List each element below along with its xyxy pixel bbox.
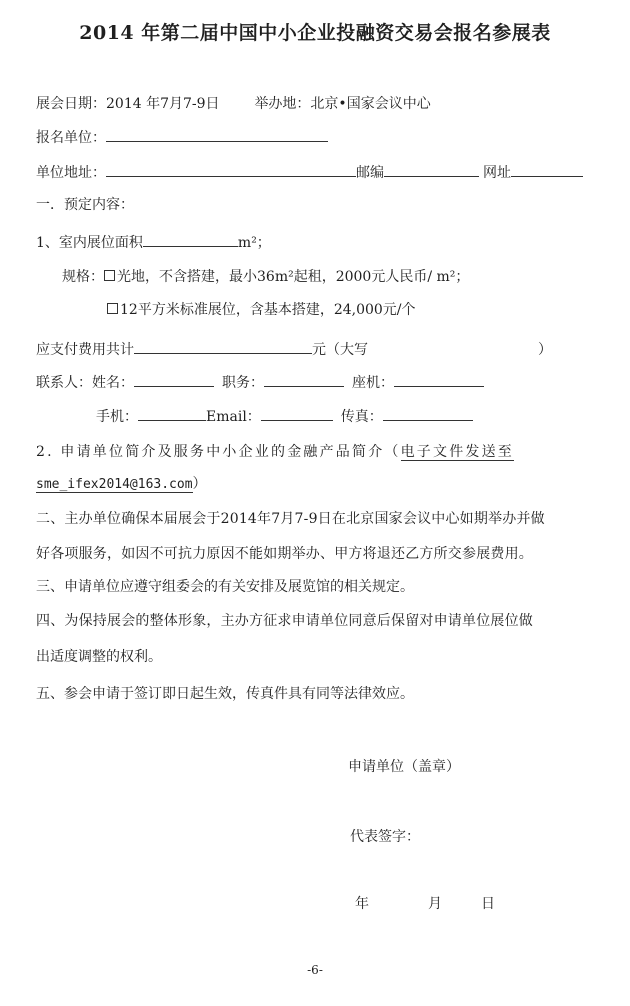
spec-raw-row xyxy=(62,268,469,286)
indoor-area-blank[interactable] xyxy=(143,232,238,247)
date-year: 年 xyxy=(355,896,369,912)
contact-email-blank[interactable] xyxy=(261,406,333,421)
date-day: 日 xyxy=(481,896,495,912)
section2-email-row xyxy=(36,475,207,494)
contact-mobile-blank[interactable] xyxy=(138,406,206,421)
section2-close: ） xyxy=(192,476,207,492)
applicant-unit-label: 报名单位： xyxy=(36,130,106,146)
address-row xyxy=(36,162,583,182)
page-number: -6- xyxy=(307,963,323,977)
postcode-label: 邮编 xyxy=(356,165,384,181)
date-month: 月 xyxy=(428,896,442,912)
event-date: 展会日期：2014 年7月7-9日 xyxy=(36,96,220,112)
representative-label: 代表签字： xyxy=(350,829,420,845)
event-venue: 举办地：北京•国家会议中心 xyxy=(254,96,431,112)
applicant-unit-blank[interactable] xyxy=(106,127,328,142)
contact-mobile-label: 手机： xyxy=(96,409,138,425)
term-5: 五、参会申请于签订即日起生效，传真件具有同等法律效应。 xyxy=(36,686,414,702)
contact-name-blank[interactable] xyxy=(134,372,214,387)
website-label: 网址 xyxy=(483,165,511,181)
event-info-row xyxy=(36,95,431,113)
indoor-area-row xyxy=(36,232,271,252)
contact-landline-label: 座机： xyxy=(352,375,394,391)
page-title: 2014 年第二届中国中小企业投融资交易会报名参展表 xyxy=(79,22,551,44)
term-4-line-1: 四、为保持展会的整体形象，主办方征求申请单位同意后保留对申请单位展位做 xyxy=(36,613,533,629)
raw-space-option: 光地，不含搭建，最小36m²起租，2000元人民币/ m²； xyxy=(117,269,470,285)
standard-booth-option: 12平方米标准展位，含基本搭建，24,000元/个 xyxy=(120,302,416,318)
section2-email-link[interactable]: sme_ifex2014@163.com xyxy=(36,477,193,492)
contact-position-blank[interactable] xyxy=(264,372,344,387)
fee-row xyxy=(36,339,552,359)
section2-row xyxy=(36,443,514,461)
term-2-line-1: 二、主办单位确保本届展会于2014年7月7-9日在北京国家会议中心如期举办并做 xyxy=(36,511,545,527)
indoor-area-unit: m²； xyxy=(237,235,271,251)
term-4-line-2: 出适度调整的权利。 xyxy=(36,649,162,665)
website-blank[interactable] xyxy=(511,162,583,177)
spec-label: 规格： xyxy=(62,269,104,285)
contact-name-label: 联系人：姓名： xyxy=(36,375,134,391)
applicant-unit-row xyxy=(36,127,328,147)
fee-label: 应支付费用共计 xyxy=(36,342,134,358)
contact-fax-label: 传真： xyxy=(340,409,383,425)
standard-booth-checkbox[interactable] xyxy=(107,303,118,314)
address-label: 单位地址： xyxy=(36,165,106,181)
fee-yuan-label: 元（大写 xyxy=(312,342,368,358)
contact-fax-blank[interactable] xyxy=(383,406,473,421)
term-3: 三、申请单位应遵守组委会的有关安排及展览馆的相关规定。 xyxy=(36,579,414,595)
spec-standard-row xyxy=(107,301,416,319)
contact-landline-blank[interactable] xyxy=(394,372,484,387)
fee-close: ） xyxy=(538,342,552,358)
postcode-blank[interactable] xyxy=(384,162,479,177)
section1-heading: 一．预定内容： xyxy=(36,197,134,213)
section2-link-prefix: 电子文件发送至 xyxy=(400,444,515,460)
seal-label: 申请单位（盖章） xyxy=(348,759,460,775)
contact-row-1 xyxy=(36,372,484,392)
contact-position-label: 职务： xyxy=(222,375,264,391)
address-blank[interactable] xyxy=(106,162,356,177)
contact-email-label: Email： xyxy=(206,409,261,425)
indoor-area-label: 1、室内展位面积 xyxy=(36,235,143,251)
fee-amount-blank[interactable] xyxy=(134,339,312,354)
contact-row-2 xyxy=(96,406,473,426)
section2-text: 2. 申请单位简介及服务中小企业的金融产品简介（ xyxy=(36,444,401,460)
term-2-line-2: 好各项服务，如因不可抗力原因不能如期举办、甲方将退还乙方所交参展费用。 xyxy=(36,546,533,562)
raw-space-checkbox[interactable] xyxy=(104,270,115,281)
